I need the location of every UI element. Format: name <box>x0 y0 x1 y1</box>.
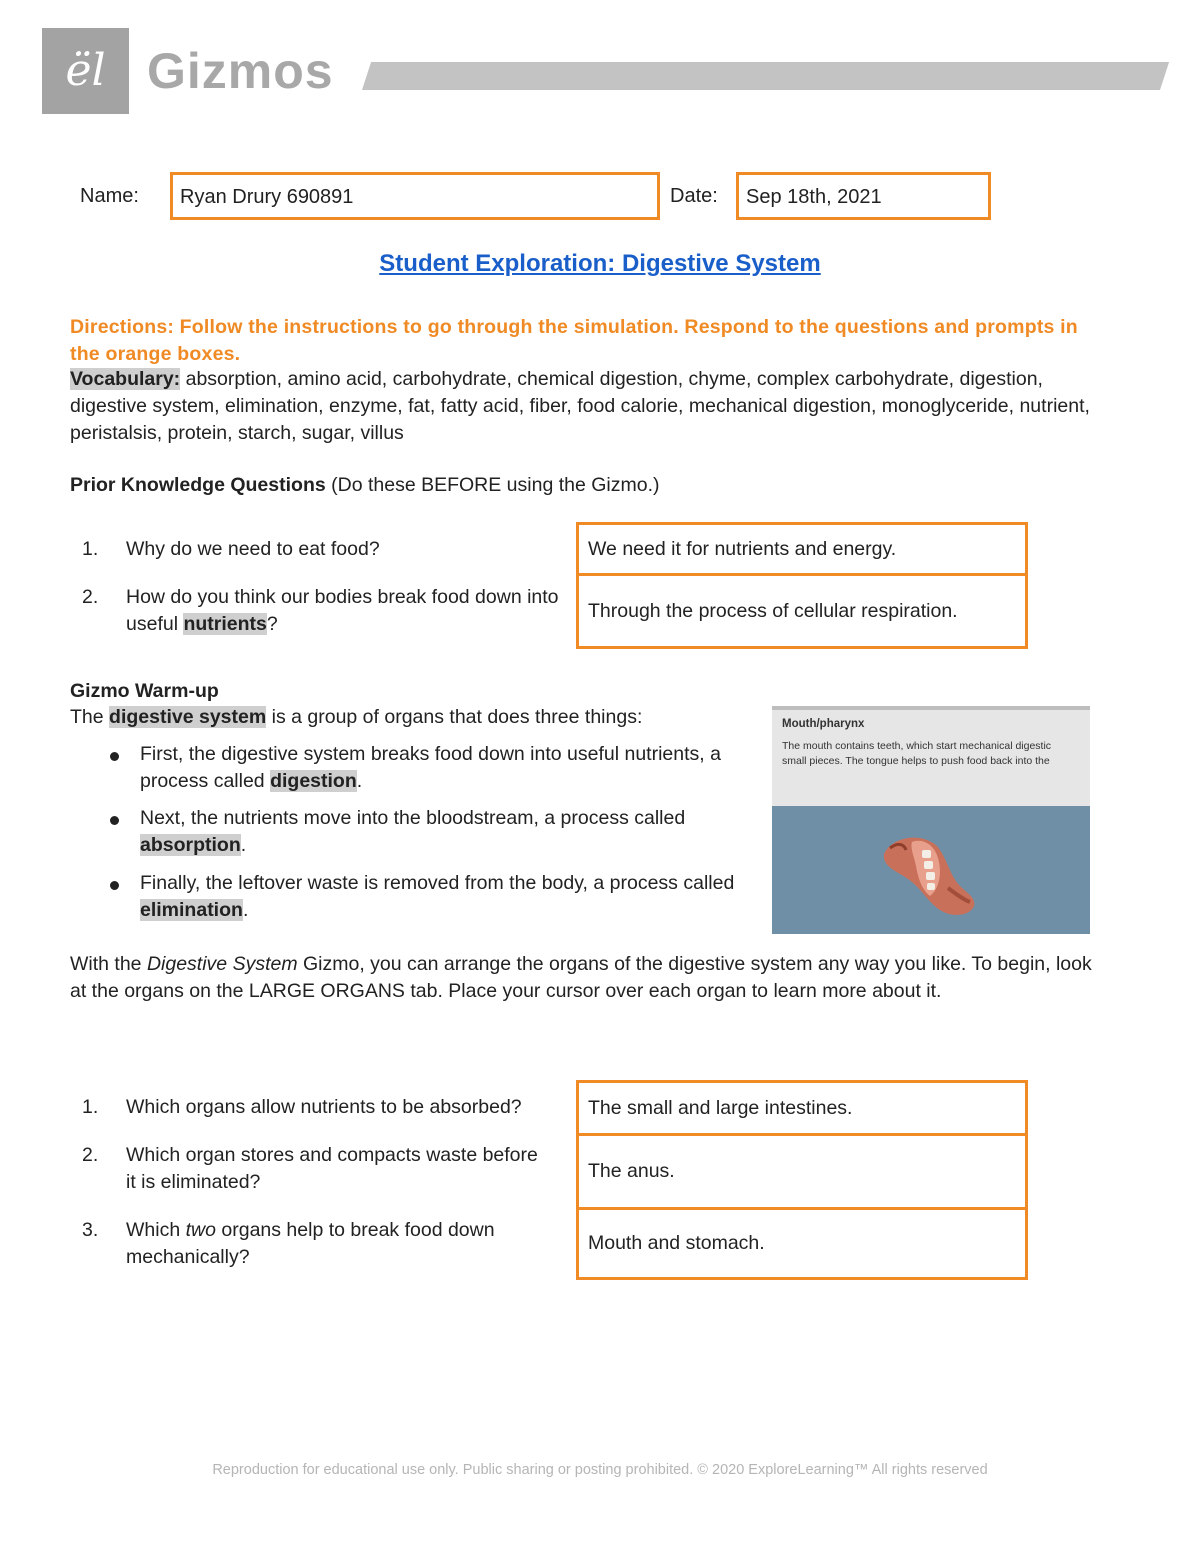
wu-q1-text: Which organs allow nutrients to be absorbed? <box>126 1096 522 1118</box>
prior-knowledge-heading: Prior Knowledge Questions (Do these BEFORE using the Gizmo.) <box>70 474 660 496</box>
warmup-bullet-1: First, the digestive system breaks food down into useful nutrients, a process called digestion. <box>140 743 721 792</box>
gizmos-brand: Gizmos <box>147 43 334 99</box>
warmup-paragraph: With the Digestive System Gizmo, you can arrange the organs of the digestive system any way you like. To begin, look at the organs on the LARGE ORGANS tab. Place your cursor over each organ to learn more about it. <box>70 953 1092 1002</box>
pk-answer-table <box>576 522 1028 649</box>
wu-q3-text: Which two organs help to break food down mechanically? <box>126 1219 495 1268</box>
pk-q2-text: How do you think our bodies break food down into useful nutrients? <box>126 586 559 635</box>
explorelearning-logo <box>42 28 129 114</box>
sim-canvas <box>772 806 1090 934</box>
pk-q2-num: 2. <box>82 586 99 608</box>
wu-answer-table <box>576 1080 1028 1280</box>
vocabulary-label: Vocabulary: <box>70 368 181 390</box>
wu-q2-num: 2. <box>82 1144 99 1166</box>
header-bar <box>362 62 1169 90</box>
name-value: Ryan Drury 690891 <box>180 186 354 208</box>
vocabulary <box>70 366 1110 447</box>
name-field[interactable] <box>170 172 660 220</box>
bullet-dot <box>110 816 119 825</box>
wu-answer-3[interactable]: Mouth and stomach. <box>579 1207 1025 1277</box>
gizmo-screenshot <box>772 706 1090 934</box>
directions: Directions: Follow the instructions to go through the simulation. Respond to the questions and prompts in the orange boxes. <box>70 316 1078 365</box>
page-title: Student Exploration: Digestive System <box>379 250 821 277</box>
sim-organ-heading: Mouth/pharynx <box>782 718 865 730</box>
warmup-bullet-3: Finally, the leftover waste is removed from the body, a process called elimination. <box>140 872 735 921</box>
date-field[interactable] <box>736 172 991 220</box>
sim-info-panel <box>772 706 1090 806</box>
pk-q1-text: Why do we need to eat food? <box>126 538 380 560</box>
wu-answer-1[interactable]: The small and large intestines. <box>588 1096 853 1119</box>
pk-answer-2[interactable]: Through the process of cellular respiration. <box>579 573 1025 646</box>
pk-q1-num: 1. <box>82 538 99 560</box>
bullet-dot <box>110 881 119 890</box>
date-label: Date: <box>670 185 718 207</box>
vocabulary-text: absorption, amino acid, carbohydrate, chemical digestion, chyme, complex carbohydrate, digestion, digestive system, elimination, enzyme, fat, fatty acid, fiber, food calorie, mechanical digestion, monoglyceride, nutrient, peristalsis, protein, starch, sugar, villus <box>70 368 1090 444</box>
wu-q2-text: Which organ stores and compacts waste before it is eliminated? <box>126 1144 538 1193</box>
wu-q1-num: 1. <box>82 1096 99 1118</box>
date-value: Sep 18th, 2021 <box>746 186 882 208</box>
wu-q3-num: 3. <box>82 1219 99 1241</box>
mouth-organ-icon <box>772 806 1090 934</box>
warmup-heading: Gizmo Warm-up <box>70 680 219 702</box>
name-label: Name: <box>80 185 139 207</box>
logo-glyph: ël <box>65 45 106 96</box>
bullet-dot <box>110 752 119 761</box>
warmup-intro: The digestive system is a group of organs that does three things: <box>70 706 643 728</box>
footer-copyright: Reproduction for educational use only. Public sharing or posting prohibited. © 2020 ExploreLearning™ All rights reserved <box>212 1462 988 1478</box>
warmup-bullet-2: Next, the nutrients move into the bloodstream, a process called absorption. <box>140 807 686 856</box>
sim-organ-description: The mouth contains teeth, which start mechanical digestic small pieces. The tongue helps to push food back into the <box>782 740 1052 767</box>
wu-answer-2[interactable]: The anus. <box>579 1133 1025 1207</box>
pk-answer-1[interactable]: We need it for nutrients and energy. <box>588 537 897 560</box>
